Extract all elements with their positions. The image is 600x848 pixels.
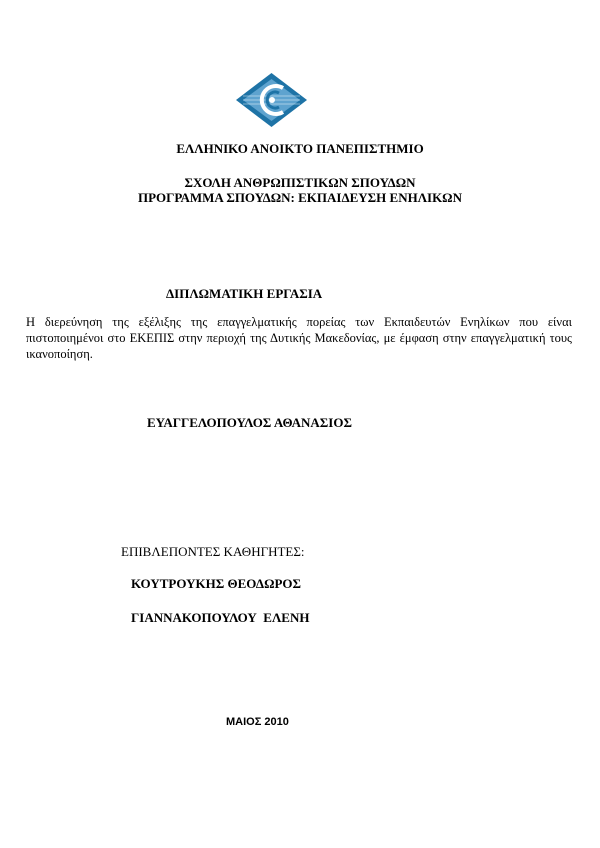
supervisor-name: ΓΙΑΝΝΑΚΟΠΟΥΛΟΥ ΕΛΕΝΗ	[131, 610, 310, 625]
university-logo-icon	[233, 70, 310, 130]
thesis-label: ΔΙΠΛΩΜΑΤΙΚΗ ΕΡΓΑΣΙΑ	[166, 286, 323, 301]
supervisors-label: ΕΠΙΒΛΕΠΟΝΤΕΣ ΚΑΘΗΓΗΤΕΣ:	[121, 544, 305, 559]
university-name: ΕΛΛΗΝΙΚΟ ΑΝΟΙΚΤΟ ΠΑΝΕΠΙΣΤΗΜΙΟ	[176, 141, 424, 156]
supervisor-name: ΚΟΥΤΡΟΥΚΗΣ ΘΕΟΔΩΡΟΣ	[131, 576, 302, 591]
author-name: ΕΥΑΓΓΕΛΟΠΟΥΛΟΣ ΑΘΑΝΑΣΙΟΣ	[147, 415, 352, 430]
submission-date: ΜΑΙΟΣ 2010	[226, 716, 289, 728]
program-name: ΠΡΟΓΡΑΜΜΑ ΣΠΟΥΔΩΝ: ΕΚΠΑΙΔΕΥΣΗ ΕΝΗΛΙΚΩΝ	[138, 190, 462, 205]
school-name: ΣΧΟΛΗ ΑΝΘΡΩΠΙΣΤΙΚΩΝ ΣΠΟΥΔΩΝ	[184, 175, 416, 190]
thesis-title: Η διερεύνηση της εξέλιξης της επαγγελματικής πορείας των Εκπαιδευτών Ενηλίκων που είναι πιστοποιημένοι στο ΕΚΕΠΙΣ στην περιοχή της Δυτικής Μακεδονίας, με έμφαση στην επαγγελματική τους ικανοποίηση.	[26, 315, 572, 361]
